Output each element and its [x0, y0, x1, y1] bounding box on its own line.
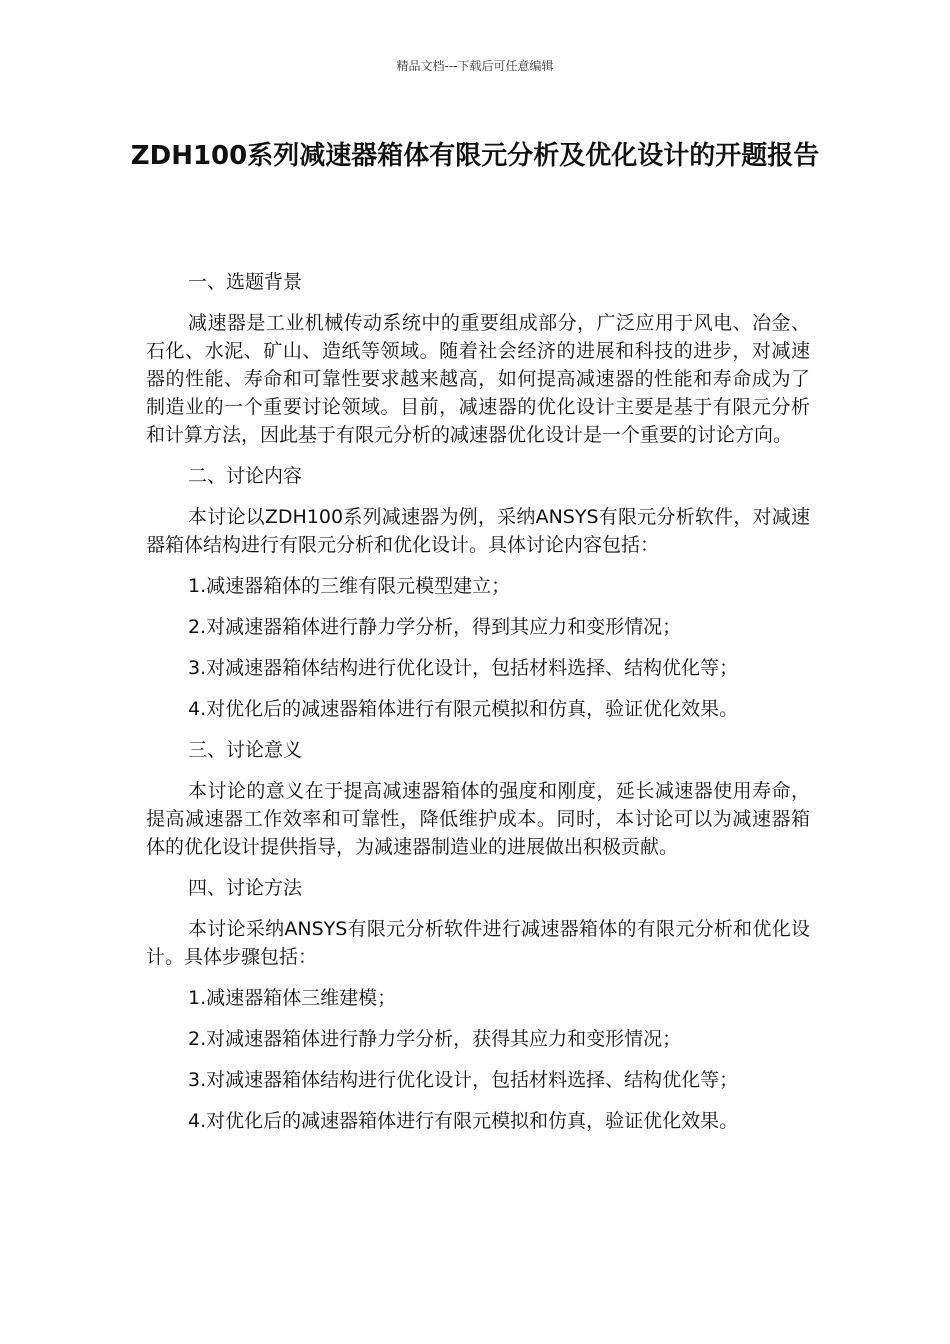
section-heading: 四、讨论方法: [188, 877, 303, 899]
list-item: 1.减速器箱体三维建模；: [188, 987, 397, 1009]
section-method: [146, 874, 810, 1135]
list-item: 1.减速器箱体的三维有限元模型建立；: [188, 575, 511, 597]
paragraph: 本讨论采纳ANSYS有限元分析软件进行减速器箱体的有限元分析和优化设计。具体步骤包括：: [146, 918, 810, 968]
list-item: 2.对减速器箱体进行静力学分析，获得其应力和变形情况；: [188, 1028, 682, 1050]
section-heading: 二、讨论内容: [188, 465, 303, 487]
header-note: 精品文档---下载后可任意编辑: [396, 59, 554, 73]
document-body: [146, 268, 810, 1148]
document-title: ZDH100系列减速器箱体有限元分析及优化设计的开题报告: [130, 141, 820, 171]
list-item: 2.对减速器箱体进行静力学分析，得到其应力和变形情况；: [188, 616, 682, 638]
list-item: 4.对优化后的减速器箱体进行有限元模拟和仿真，验证优化效果。: [188, 1110, 739, 1132]
paragraph: 本讨论以ZDH100系列减速器为例，采纳ANSYS有限元分析软件，对减速器箱体结构进行有限元分析和优化设计。具体讨论内容包括：: [146, 506, 810, 556]
section-heading: 三、讨论意义: [188, 739, 303, 761]
section-significance: [146, 736, 810, 861]
paragraph: 减速器是工业机械传动系统中的重要组成部分，广泛应用于风电、冶金、石化、水泥、矿山、造纸等领域。随着社会经济的进展和科技的进步，对减速器的性能、寿命和可靠性要求越来越高，如何提高减速器的性能和寿命成为了制造业的一个重要讨论领域。目前，减速器的优化设计主要是基于有限元分析和计算方法，因此基于有限元分析的减速器优化设计是一个重要的讨论方向。: [146, 312, 810, 446]
section-background: [146, 268, 810, 449]
section-content: [146, 462, 810, 723]
list-item: 3.对减速器箱体结构进行优化设计，包括材料选择、结构优化等；: [188, 1069, 739, 1091]
list-item: 4.对优化后的减速器箱体进行有限元模拟和仿真，验证优化效果。: [188, 698, 739, 720]
list-item: 3.对减速器箱体结构进行优化设计，包括材料选择、结构优化等；: [188, 657, 739, 679]
section-heading: 一、选题背景: [188, 271, 303, 293]
paragraph: 本讨论的意义在于提高减速器箱体的强度和刚度，延长减速器使用寿命，提高减速器工作效率和可靠性，降低维护成本。同时，本讨论可以为减速器箱体的优化设计提供指导，为减速器制造业的进展做出积极贡献。: [146, 780, 810, 858]
